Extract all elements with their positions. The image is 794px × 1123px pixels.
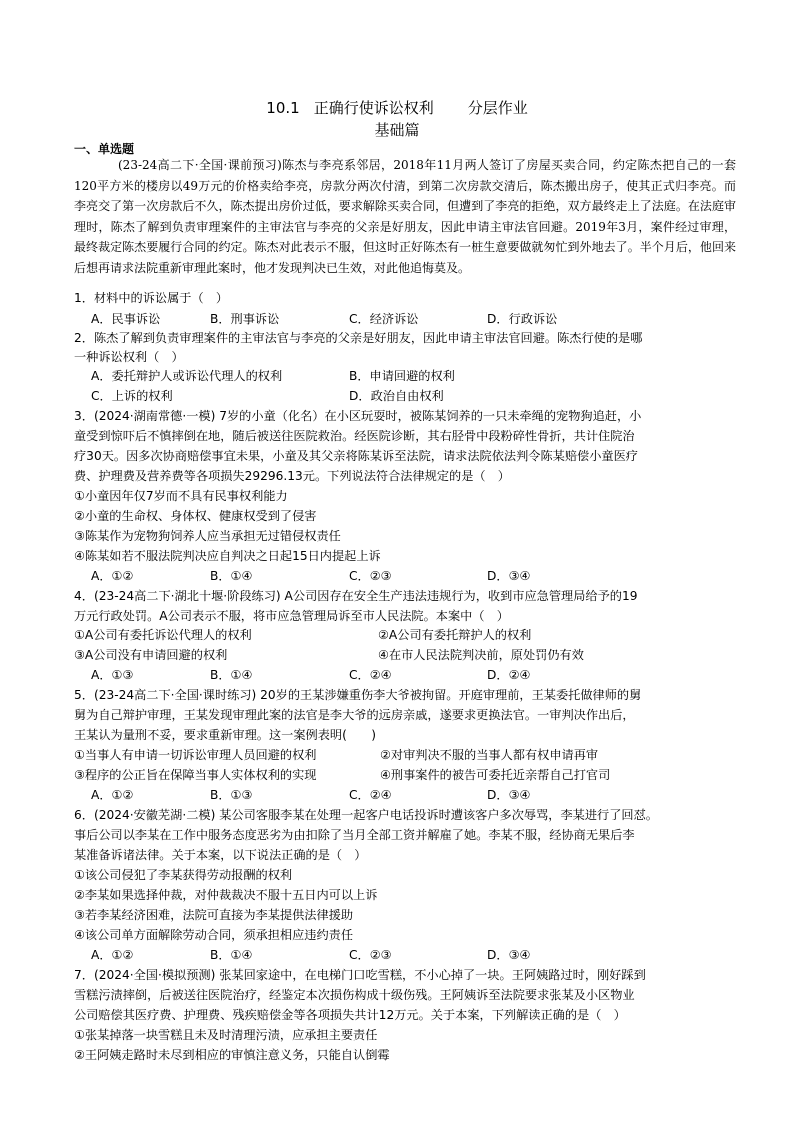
- q5-option-b: B．①③: [210, 788, 253, 802]
- question-3-stem-line3: 疗30天。因多次协商赔偿事宜未果，小童及其父亲将陈某诉至法院，请求法院依法判令陈某赔偿小童医疗: [74, 449, 638, 463]
- question-4-stem-line2: 万元行政处罚。A公司表示不服，将市应急管理局诉至市人民法院。本案中（ ）: [74, 609, 509, 623]
- question-5-stem-line3: 王某认为量刑不妥，要求重新审理。这一案例表明( ): [74, 728, 377, 742]
- q6-item-1: ①该公司侵犯了李某获得劳动报酬的权利: [74, 868, 293, 882]
- q4-option-d: D．②④: [487, 668, 531, 682]
- question-2-stem-line1: 2．陈杰了解到负责审理案件的主审法官与李亮的父亲是好朋友，因此申请主审法官回避。陈杰行使的是哪: [74, 331, 643, 345]
- q2-option-c: C．上诉的权利: [91, 389, 173, 403]
- q1-option-d: D．行政诉讼: [487, 312, 558, 326]
- q2-option-b: B．申请回避的权利: [349, 369, 455, 383]
- reading-passage: (23-24高二下·全国·课前预习)陈杰与李亮系邻居，2018年11月两人签订了房屋买卖合同，约定陈杰把自己的一套120平方米的楼房以49万元的价格卖给李亮，房款分两次付清，到第二次房款交清后，陈杰搬出房子，使其正式归李亮。而李亮交了第一次房款后不久，陈杰提出房价过低，要求解除买卖合同，但遭到了李亮的拒绝，双方最终走上了法庭。在法庭审理时，陈杰了解到负责审理案件的主审法官与李亮的父亲是好朋友，因此申请主审法官回避。2019年3月，案件经过审理，最终裁定陈杰要履行合同的约定。陈杰对此表示不服，但这时正好陈杰有一桩生意要做就匆忙到外地去了。半个月后，他回来后想再请求法院重新审理此案时，他才发现判决已生效，对此他追悔莫及。: [74, 158, 736, 275]
- title-main: 正确行使诉讼权利: [313, 99, 434, 117]
- q3-item-1: ①小童因年仅7岁而不具有民事权利能力: [74, 489, 288, 503]
- q1-option-a: A．民事诉讼: [91, 312, 161, 326]
- q5-item-3: ③程序的公正旨在保障当事人实体权利的实现: [74, 768, 317, 782]
- q5-option-d: D．③④: [487, 788, 531, 802]
- q5-option-c: C．②④: [349, 788, 392, 802]
- question-3-stem-line1: 3．(2024·湖南常德·一模) 7岁的小童（化名）在小区玩耍时，被陈某饲养的一只未牵绳的宠物狗追赶，小: [74, 409, 642, 423]
- q2-option-d: D．政治自由权利: [349, 389, 444, 403]
- question-5-stem-line1: 5．(23-24高二下·全国·课时练习) 20岁的王某涉嫌重伤李大爷被拘留。开庭审理前，王某委托做律师的舅: [74, 688, 642, 702]
- q5-item-4: ④刑事案件的被告可委托近亲帮自己打官司: [380, 768, 611, 782]
- q4-option-c: C．②④: [349, 668, 392, 682]
- question-3-stem-line2: 童受到惊吓后不慎摔倒在地，随后被送往医院救治。经医院诊断，其右胫骨中段粉碎性骨折，共计住院治: [74, 429, 635, 443]
- q1-option-b: B．刑事诉讼: [210, 312, 280, 326]
- q6-option-b: B．①④: [210, 948, 253, 962]
- q6-option-c: C．②③: [349, 948, 392, 962]
- page-subtitle: 基础篇: [374, 121, 420, 139]
- question-2-stem-line2: 一种诉讼权利（ ）: [74, 350, 184, 364]
- q4-item-4: ④在市人民法院判决前，原处罚仍有效: [378, 648, 584, 662]
- q4-option-b: B．①④: [210, 668, 253, 682]
- page-title: [0, 97, 794, 118]
- q5-item-2: ②对审判决不服的当事人都有权申请再审: [380, 748, 599, 762]
- q3-item-3: ③陈某作为宠物狗饲养人应当承担无过错侵权责任: [74, 529, 341, 543]
- q4-item-2: ②A公司有委托辩护人的权利: [378, 628, 532, 642]
- q7-item-2: ②王阿姨走路时未尽到相应的审慎注意义务，只能自认倒霉: [74, 1048, 390, 1062]
- q7-item-1: ①张某掉落一块雪糕且未及时清理污渍，应承担主要责任: [74, 1028, 378, 1042]
- question-7-stem-line2: 雪糕污渍摔倒，后被送往医院治疗，经鉴定本次损伤构成十级伤残。王阿姨诉至法院要求张某及小区物业: [74, 988, 635, 1002]
- q3-item-2: ②小童的生命权、身体权、健康权受到了侵害: [74, 509, 317, 523]
- question-1-stem: 1．材料中的诉讼属于（ ）: [74, 291, 229, 305]
- q4-item-3: ③A公司没有申请回避的权利: [74, 648, 228, 662]
- q4-item-1: ①A公司有委托诉讼代理人的权利: [74, 628, 252, 642]
- q6-item-3: ③若李某经济困难，法院可直接为李某提供法律援助: [74, 908, 354, 922]
- q3-option-d: D．③④: [487, 569, 531, 583]
- question-3-stem-line4: 费、护理费及营养费等各项损失29296.13元。下列说法符合法律规定的是（ ）: [74, 469, 510, 483]
- question-6-stem-line1: 6．(2024·安徽芜湖·二模) 某公司客服李某在处理一起客户电话投诉时遭该客户多次辱骂，李某进行了回怼。: [74, 808, 658, 822]
- section-label: 一、单选题: [74, 142, 135, 156]
- q3-option-a: A．①②: [91, 569, 134, 583]
- q1-option-c: C．经济诉讼: [349, 312, 419, 326]
- question-5-stem-line2: 舅为自己辩护审理，王某发现审理此案的法官是李大爷的远房亲戚，遂要求更换法官。一审判决作出后，: [74, 708, 635, 722]
- q6-item-2: ②李某如果选择仲裁，对仲裁裁决不服十五日内可以上诉: [74, 888, 378, 902]
- question-4-stem-line1: 4．(23-24高二下·湖北十堰·阶段练习) A公司因存在安全生产违法违规行为，收到市应急管理局给予的19: [74, 589, 638, 603]
- q5-option-a: A．①②: [91, 788, 134, 802]
- question-7-stem-line3: 公司赔偿其医疗费、护理费、残疾赔偿金等各项损失共计12万元。关于本案，下列解读正确的是（ ）: [74, 1008, 626, 1022]
- q2-option-a: A．委托辩护人或诉讼代理人的权利: [91, 369, 283, 383]
- q3-option-c: C．②③: [349, 569, 392, 583]
- title-number: 10.1: [266, 99, 300, 117]
- q6-item-4: ④该公司单方面解除劳动合同，须承担相应违约责任: [74, 928, 354, 942]
- question-6-stem-line2: 事后公司以李某在工作中服务态度恶劣为由扣除了当月全部工资并解雇了她。李某不服，经协商无果后李: [74, 828, 635, 842]
- q4-option-a: A．①③: [91, 668, 134, 682]
- question-7-stem-line1: 7．(2024·全国·模拟预测) 张某回家途中，在电梯门口吃雪糕，不小心掉了一块。王阿姨路过时，刚好踩到: [74, 968, 646, 982]
- q5-item-1: ①当事人有申请一切诉讼审理人员回避的权利: [74, 748, 317, 762]
- q3-option-b: B．①④: [210, 569, 253, 583]
- q6-option-d: D．③④: [487, 948, 531, 962]
- title-suffix: 分层作业: [467, 99, 528, 117]
- q3-item-4: ④陈某如若不服法院判决应自判决之日起15日内提起上诉: [74, 549, 381, 563]
- question-6-stem-line3: 某准备诉诸法律。关于本案，以下说法正确的是（ ）: [74, 848, 367, 862]
- q6-option-a: A．①②: [91, 948, 134, 962]
